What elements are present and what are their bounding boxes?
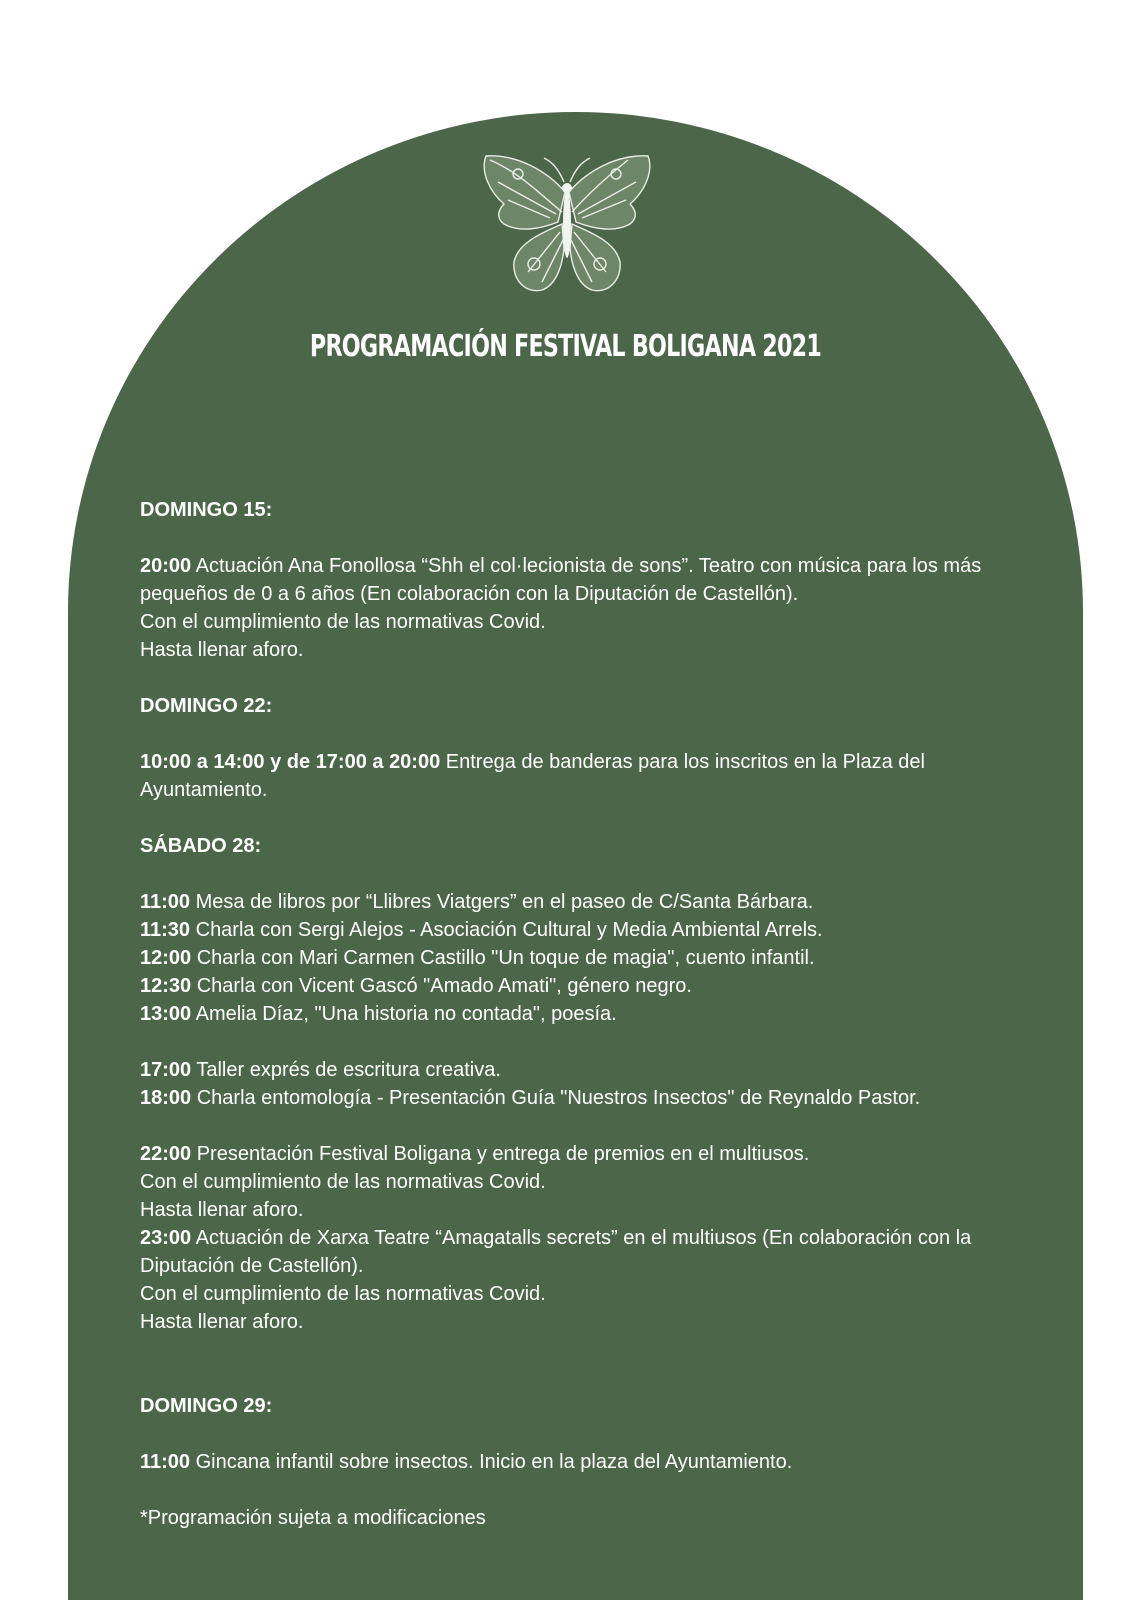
schedule-entry <box>140 1448 1020 1476</box>
schedule-entry <box>140 1196 1020 1224</box>
schedule-entry <box>140 636 1020 664</box>
schedule-entry <box>140 1056 1020 1084</box>
schedule-entry <box>140 1308 1020 1336</box>
entry-text: Charla con Mari Carmen Castillo "Un toque de magia", cuento infantil. <box>191 947 815 969</box>
entry-text: Gincana infantil sobre insectos. Inicio en la plaza del Ayuntamiento. <box>190 1451 793 1473</box>
entry-time: 11:00 <box>140 1451 191 1473</box>
schedule-entry <box>140 916 1020 944</box>
page-title: PROGRAMACIÓN FESTIVAL BOLIGANA 2021 <box>309 329 822 364</box>
entry-text: Entrega de banderas para los inscritos en la Plaza del Ayuntamiento. <box>140 751 925 801</box>
day-heading: DOMINGO 29: <box>140 1395 273 1417</box>
entry-text: Actuación Ana Fonollosa “Shh el col·lecionista de sons”. Teatro con música para los más pequeños de 0 a 6 años (En colaboración con la Diputación de Castellón). <box>140 555 982 605</box>
entry-time: 11:30 <box>140 919 191 941</box>
entry-text: Hasta llenar aforo. <box>140 1311 304 1333</box>
entry-text: Hasta llenar aforo. <box>140 639 304 661</box>
schedule-entry <box>140 1000 1020 1028</box>
entry-text: Con el cumplimiento de las normativas Covid. <box>140 1283 546 1305</box>
schedule-entry <box>140 1224 1020 1280</box>
day-heading: DOMINGO 15: <box>140 499 273 521</box>
entry-time: 13:00 <box>140 1003 192 1025</box>
entry-time: 23:00 <box>140 1227 192 1249</box>
entry-text: Charla con Vicent Gascó "Amado Amati", género negro. <box>191 975 692 997</box>
schedule-entry <box>140 1168 1020 1196</box>
schedule-entry <box>140 748 1020 804</box>
entry-text: Presentación Festival Boligana y entrega de premios en el multiusos. <box>191 1143 810 1165</box>
schedule-entry <box>140 972 1020 1000</box>
entry-text: Charla entomología - Presentación Guía "Nuestros Insectos" de Reynaldo Pastor. <box>191 1087 921 1109</box>
schedule-entry <box>140 1280 1020 1308</box>
footnote: *Programación sujeta a modificaciones <box>140 1507 486 1529</box>
entry-time: 11:00 <box>140 891 191 913</box>
entry-time: 12:00 <box>140 947 192 969</box>
entry-time: 18:00 <box>140 1087 192 1109</box>
schedule-entry <box>140 1140 1020 1168</box>
entry-text: Con el cumplimiento de las normativas Covid. <box>140 611 546 633</box>
entry-text: Charla con Sergi Alejos - Asociación Cultural y Media Ambiental Arrels. <box>190 919 823 941</box>
schedule-entry <box>140 608 1020 636</box>
entry-text: Hasta llenar aforo. <box>140 1199 304 1221</box>
day-heading: SÁBADO 28: <box>140 835 262 857</box>
entry-time: 22:00 <box>140 1143 192 1165</box>
schedule-entry <box>140 552 1020 608</box>
entry-text: Taller exprés de escritura creativa. <box>191 1059 501 1081</box>
entry-text: Actuación de Xarxa Teatre “Amagatalls secrets” en el multiusos (En colaboración con la Diputación de Castellón). <box>140 1227 972 1277</box>
schedule-entry <box>140 944 1020 972</box>
entry-text: Con el cumplimiento de las normativas Covid. <box>140 1171 546 1193</box>
entry-time: 20:00 <box>140 555 192 577</box>
entry-text: Mesa de libros por “Llibres Viatgers” en el paseo de C/Santa Bárbara. <box>190 891 814 913</box>
day-heading: DOMINGO 22: <box>140 695 273 717</box>
schedule-entry <box>140 888 1020 916</box>
schedule-entry <box>140 1084 1020 1112</box>
entry-time: 10:00 a 14:00 y de 17:00 a 20:00 <box>140 751 441 773</box>
butterfly-icon <box>478 152 656 296</box>
entry-time: 17:00 <box>140 1059 192 1081</box>
entry-time: 12:30 <box>140 975 192 997</box>
entry-text: Amelia Díaz, "Una historia no contada", poesía. <box>191 1003 617 1025</box>
